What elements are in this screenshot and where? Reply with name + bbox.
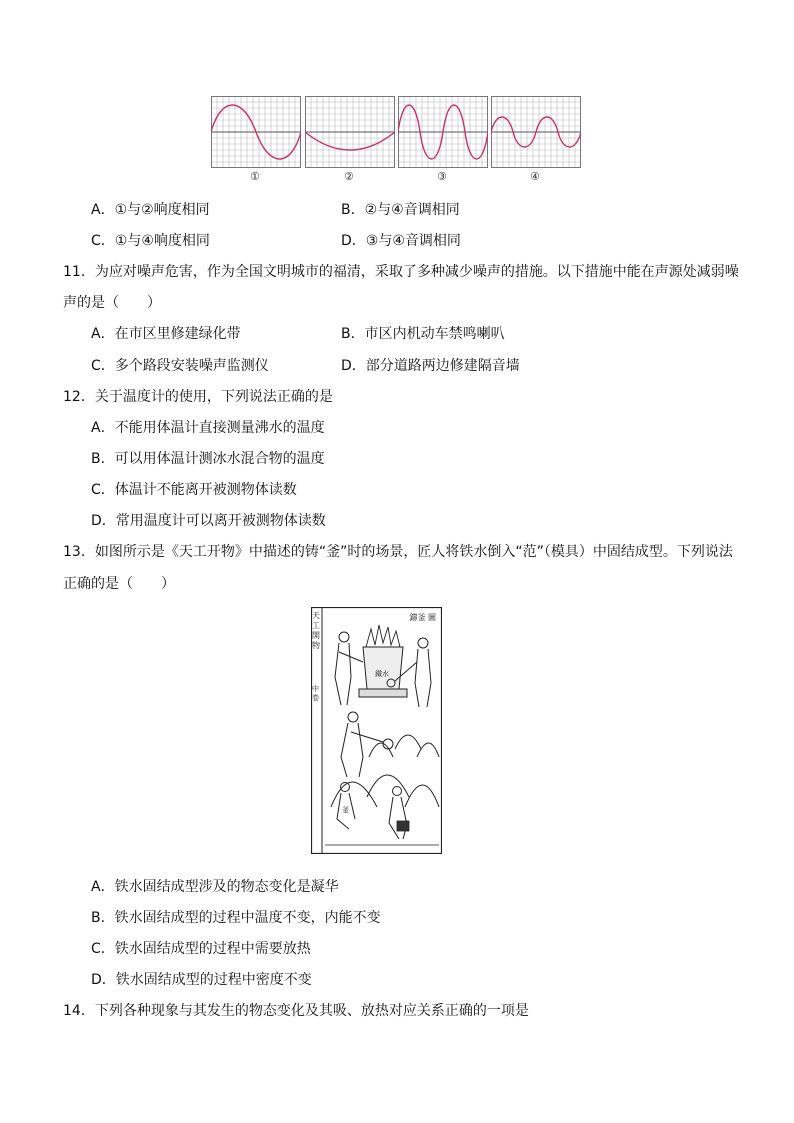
waveform-label-2: ② xyxy=(344,170,354,183)
q11-stem-line1: 11．为应对噪声危害，作为全国文明城市的福清，采取了多种减少噪声的措施。以下措施中能在声源处减弱噪 xyxy=(63,264,739,280)
waveform-label-1: ① xyxy=(250,170,260,183)
tiangong-kaiwu-illustration xyxy=(311,607,442,854)
q11-option-d[interactable]: D．部分道路两边修建隔音墙 xyxy=(341,358,520,374)
q12-option-d[interactable]: D．常用温度计可以离开被测物体读数 xyxy=(91,513,326,529)
q12-option-b[interactable]: B．可以用体温计测冰水混合物的温度 xyxy=(91,451,325,467)
figure-corner-title: 鑄釜 圖 xyxy=(409,613,436,622)
q12-stem: 12．关于温度计的使用，下列说法正确的是 xyxy=(63,389,333,405)
waveform-label-4: ④ xyxy=(530,170,540,183)
q13-stem-line1: 13．如图所示是《天工开物》中描述的铸“釜”时的场景，匠人将铁水倒入“范”（模具）中固结成型。下列说法 xyxy=(63,544,733,560)
q11-option-a[interactable]: A．在市区里修建绿化带 xyxy=(91,326,241,342)
q13-option-d[interactable]: D．铁水固结成型的过程中密度不变 xyxy=(91,972,312,988)
figure-label-pot: 釜 xyxy=(342,806,349,814)
figure-side-text: 天工開物 xyxy=(312,611,320,650)
q12-option-a[interactable]: A．不能用体温计直接测量沸水的温度 xyxy=(91,420,325,436)
casting-scene-drawing xyxy=(311,607,442,854)
waveform-3 xyxy=(398,96,488,168)
figure-label-iron: 鐵水 xyxy=(375,670,389,678)
q13-option-c[interactable]: C．铁水固结成型的过程中需要放热 xyxy=(91,941,311,957)
figure-side-text-b: 中卷 xyxy=(312,685,319,702)
q14-stem: 14．下列各种现象与其发生的物态变化及其吸、放热对应关系正确的一项是 xyxy=(63,1003,529,1019)
waveform-label-3: ③ xyxy=(437,170,447,183)
waveform-1 xyxy=(211,96,301,168)
q13-option-b[interactable]: B．铁水固结成型的过程中温度不变，内能不变 xyxy=(91,910,381,926)
q10-option-b[interactable]: B．②与④音调相同 xyxy=(341,202,460,218)
q12-option-c[interactable]: C．体温计不能离开被测物体读数 xyxy=(91,482,297,498)
q10-option-c[interactable]: C．①与④响度相同 xyxy=(91,233,210,249)
q11-option-b[interactable]: B．市区内机动车禁鸣喇叭 xyxy=(341,326,505,342)
waveform-2 xyxy=(305,96,395,168)
q13-option-a[interactable]: A．铁水固结成型涉及的物态变化是凝华 xyxy=(91,879,339,895)
q11-stem-line2: 声的是（ ） xyxy=(63,295,161,311)
waveform-4 xyxy=(491,96,581,168)
q10-option-a[interactable]: A．①与②响度相同 xyxy=(91,202,210,218)
q10-option-d[interactable]: D．③与④音调相同 xyxy=(341,233,461,249)
q13-stem-line2: 正确的是（ ） xyxy=(63,576,175,592)
q11-option-c[interactable]: C．多个路段安装噪声监测仪 xyxy=(91,358,269,374)
